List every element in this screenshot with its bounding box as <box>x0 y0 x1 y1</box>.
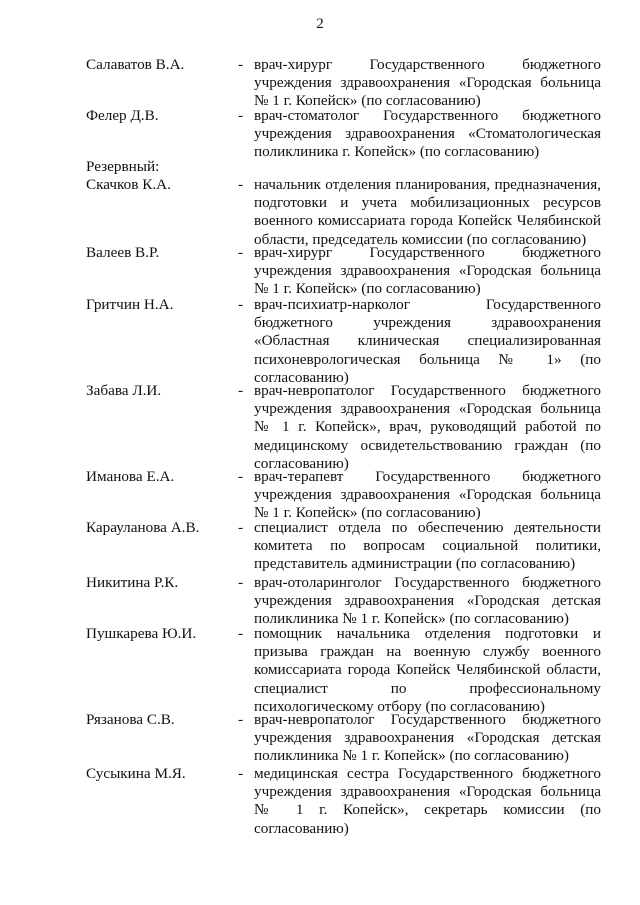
separator-dash: - <box>238 625 244 642</box>
separator-dash: - <box>238 176 244 193</box>
member-description: врач-отоларинголог Государственного бюджетного учреждения здравоохранения «Городская детская поликлиника № 1 г. Копейск» (по согласованию) <box>254 574 601 628</box>
separator-dash: - <box>238 244 244 261</box>
separator-dash: - <box>238 574 244 591</box>
member-name: Скачков К.А. <box>86 176 171 193</box>
member-description: врач-хирург Государственного бюджетного учреждения здравоохранения «Городская больница № 1 г. Копейск» (по согласованию) <box>254 56 601 110</box>
separator-dash: - <box>238 56 244 73</box>
member-description: врач-психиатр-нарколог Государственного бюджетного учреждения здравоохранения «Областная клиническая специализированная психоневрологическая больница № 1» (по согласованию) <box>254 296 601 386</box>
member-description: начальник отделения планирования, предназначения, подготовки и учета мобилизационных ресурсов военного комиссариата города Копейск Челябинской области, председатель комиссии (по согласованию) <box>254 176 601 248</box>
member-name: Салаватов В.А. <box>86 56 185 73</box>
separator-dash: - <box>238 765 244 782</box>
reserve-section-label: Резервный: <box>86 158 160 175</box>
separator-dash: - <box>238 519 244 536</box>
separator-dash: - <box>238 711 244 728</box>
member-name: Валеев В.Р. <box>86 244 160 261</box>
member-description: врач-стоматолог Государственного бюджетного учреждения здравоохранения «Стоматологическая поликлиника г. Копейск» (по согласованию) <box>254 107 601 161</box>
separator-dash: - <box>238 107 244 124</box>
member-description: врач-невропатолог Государственного бюджетного учреждения здравоохранения «Городская детская поликлиника № 1 г. Копейск» (по согласованию) <box>254 711 601 765</box>
member-description: специалист отдела по обеспечению деятельности комитета по вопросам социальной политики, представитель администрации (по согласованию) <box>254 519 601 573</box>
member-name: Никитина Р.К. <box>86 574 179 591</box>
member-description: помощник начальника отделения подготовки и призыва граждан на военную службу военного комиссариата города Копейск Челябинской области, специалист по профессиональному психологическому отбору (по согласованию) <box>254 625 601 715</box>
member-name: Карауланова А.В. <box>86 519 200 536</box>
page-number: 2 <box>316 16 324 32</box>
member-description: врач-терапевт Государственного бюджетного учреждения здравоохранения «Городская больница № 1 г. Копейск» (по согласованию) <box>254 468 601 522</box>
member-name: Сусыкина М.Я. <box>86 765 186 782</box>
member-name: Фелер Д.В. <box>86 107 159 124</box>
member-name: Иманова Е.А. <box>86 468 175 485</box>
member-name: Забава Л.И. <box>86 382 162 399</box>
member-name: Пушкарева Ю.И. <box>86 625 197 642</box>
separator-dash: - <box>238 382 244 399</box>
member-description: медицинская сестра Государственного бюджетного учреждения здравоохранения «Городская больница № 1 г. Копейск», секретарь комиссии (по согласованию) <box>254 765 601 837</box>
separator-dash: - <box>238 296 244 313</box>
member-description: врач-невропатолог Государственного бюджетного учреждения здравоохранения «Городская больница № 1 г. Копейск», врач, руководящий работой по медицинскому освидетельствованию граждан (по согласованию) <box>254 382 601 472</box>
member-name: Рязанова С.В. <box>86 711 175 728</box>
member-name: Гритчин Н.А. <box>86 296 174 313</box>
separator-dash: - <box>238 468 244 485</box>
member-description: врач-хирург Государственного бюджетного учреждения здравоохранения «Городская больница № 1 г. Копейск» (по согласованию) <box>254 244 601 298</box>
